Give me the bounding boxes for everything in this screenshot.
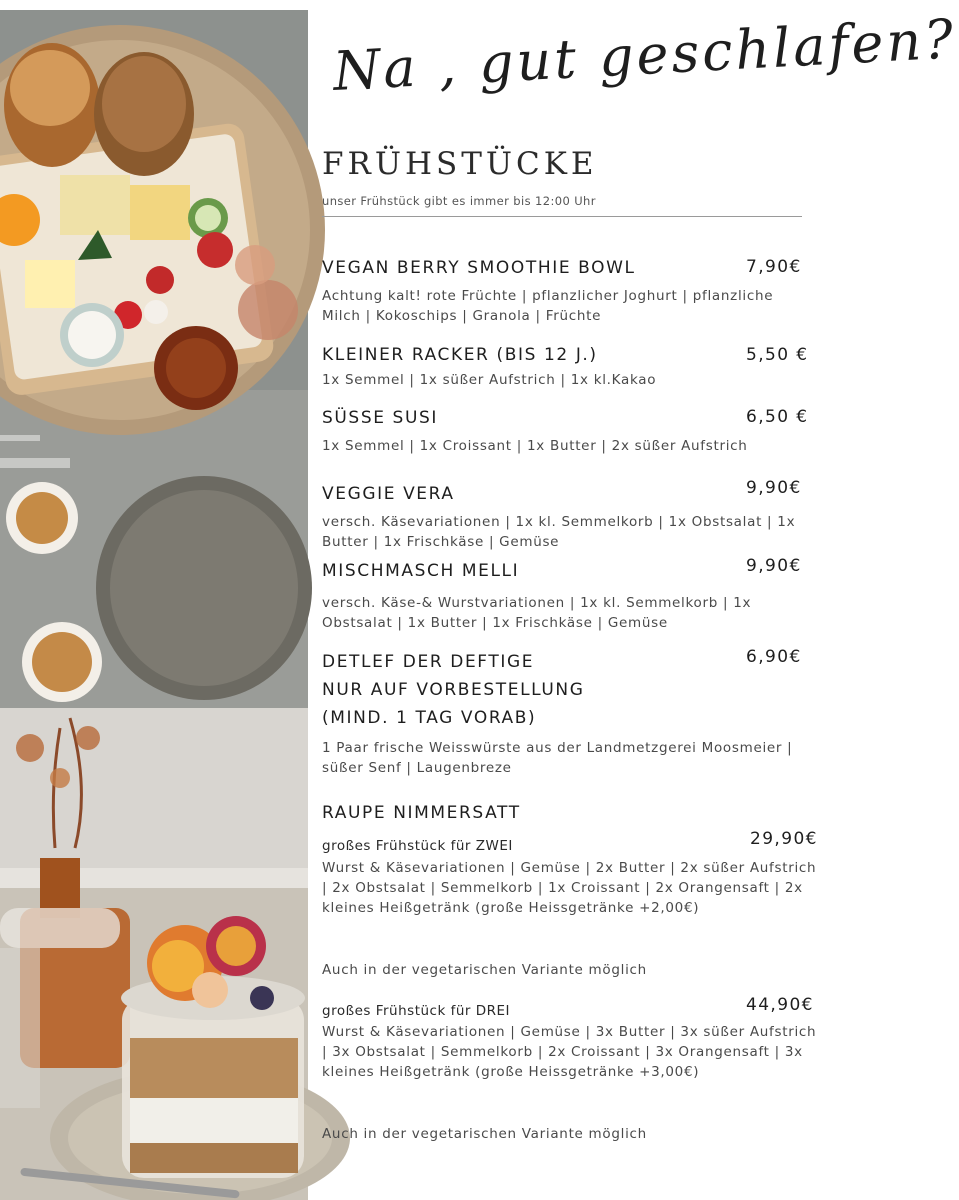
item-price: 5,50 € — [746, 345, 809, 365]
item-description: Wurst & Käsevariationen | Gemüse | 3x Butter | 3x süßer Aufstrich | 3x Obstsalat | Semmelkorb | 2x Croissant | 3x Orangensaft | 3x kleines Heißgetränk (große Heissgetränke +3,00€) — [322, 1024, 817, 1080]
item-price: 9,90€ — [746, 478, 802, 498]
item-name: VEGGIE VERA — [322, 484, 455, 504]
item-name: VEGAN BERRY SMOOTHIE BOWL — [322, 258, 636, 278]
item-name: MISCHMASCH MELLI — [322, 561, 520, 581]
script-greeting: Na , gut geschlafen? — [331, 7, 958, 103]
item-description: versch. Käse-& Wurstvariationen | 1x kl. Semmelkorb | 1x Obstsalat | 1x Butter | 1x Frischkäse | Gemüse — [322, 595, 752, 631]
item-price: 44,90€ — [746, 995, 814, 1015]
section-title: FRÜHSTÜCKE — [322, 146, 598, 182]
item-name: RAUPE NIMMERSATT — [322, 803, 521, 823]
breakfast-hours-note: unser Frühstück gibt es immer bis 12:00 Uhr — [322, 194, 596, 208]
breakfast-board-photo — [0, 10, 308, 708]
item-price: 6,90€ — [746, 647, 802, 667]
item-name: KLEINER RACKER (BIS 12 J.) — [322, 345, 598, 365]
item-price: 9,90€ — [746, 556, 802, 576]
item-description: 1x Semmel | 1x Croissant | 1x Butter | 2x süßer Aufstrich — [322, 438, 748, 454]
item-description: 1x Semmel | 1x süßer Aufstrich | 1x kl.Kakao — [322, 372, 657, 388]
header-divider — [322, 216, 802, 217]
item-description: versch. Käsevariationen | 1x kl. Semmelkorb | 1x Obstsalat | 1x Butter | 1x Frischkäse | Gemüse — [322, 514, 796, 550]
item-name-line: NUR AUF VORBESTELLUNG — [322, 680, 585, 700]
item-price: 6,50 € — [746, 407, 809, 427]
option-label: großes Frühstück für DREI — [322, 1003, 511, 1019]
item-description: Wurst & Käsevariationen | Gemüse | 2x Butter | 2x süßer Aufstrich | 2x Obstsalat | Semmelkorb | 1x Croissant | 2x Orangensaft | 2x kleines Heißgetränk (große Heissgetränke +2,00€) — [322, 860, 817, 916]
option-note: Auch in der vegetarischen Variante möglich — [322, 962, 647, 978]
item-description: 1 Paar frische Weisswürste aus der Landmetzgerei Moosmeier | süßer Senf | Laugenbreze — [322, 740, 793, 776]
option-label: großes Frühstück für ZWEI — [322, 838, 513, 854]
item-name-line: (MIND. 1 TAG VORAB) — [322, 708, 537, 728]
item-price: 7,90€ — [746, 257, 802, 277]
item-price: 29,90€ — [750, 829, 818, 849]
granola-jar-photo — [0, 708, 308, 1200]
option-note: Auch in der vegetarischen Variante möglich — [322, 1126, 647, 1142]
item-description: Achtung kalt! rote Früchte | pflanzlicher Joghurt | pflanzliche Milch | Kokoschips | Granola | Früchte — [322, 288, 774, 324]
item-name: SÜSSE SUSI — [322, 408, 438, 428]
photo-column — [0, 10, 308, 1200]
item-name: DETLEF DER DEFTIGE — [322, 652, 535, 672]
